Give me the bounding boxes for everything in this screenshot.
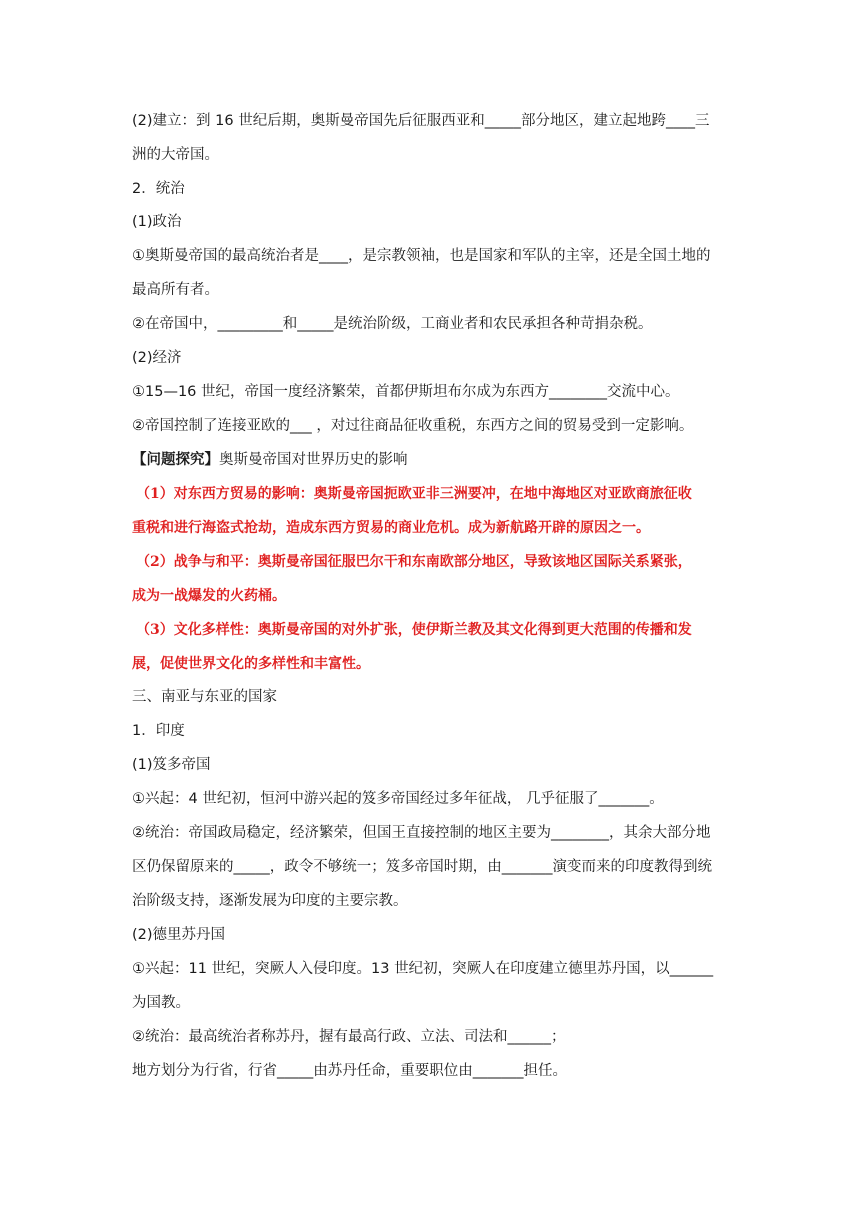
- section-heading: 2．统治: [132, 181, 185, 197]
- subsection-heading: (1)政治: [132, 214, 182, 230]
- text-line: ①兴起：11 世纪，突厥人入侵印度。13 世纪初，突厥人在印度建立德里苏丹国，以______: [132, 961, 714, 977]
- text-line: 区仍保留原来的_____，政令不够统一；笈多帝国时期，由_______演变而来的印度教得到统: [132, 859, 712, 875]
- text-line: ②在帝国中，_________和_____是统治阶级，工商业者和农民承担各种苛捐杂税。: [132, 316, 653, 332]
- inquiry-heading: [132, 450, 408, 470]
- text-line: ①兴起：4 世纪初，恒河中游兴起的笈多帝国经过多年征战， 几乎征服了_______。: [132, 791, 664, 807]
- text-line: 洲的大帝国。: [132, 147, 219, 163]
- section-heading: 1．印度: [132, 723, 185, 739]
- text-line: (2)建立：到 16 世纪后期，奥斯曼帝国先后征服西亚和_____部分地区，建立起地跨____三: [132, 113, 710, 129]
- text-line: ①奥斯曼帝国的最高统治者是____，是宗教领袖，也是国家和军队的主宰，还是全国土地的: [132, 248, 711, 264]
- subsection-heading: (2)经济: [132, 350, 182, 366]
- text-line: ②统治：帝国政局稳定，经济繁荣，但国王直接控制的地区主要为________，其余大部分地: [132, 825, 711, 841]
- inquiry-label: 【问题探究】: [132, 452, 219, 468]
- subsection-heading: (1)笈多帝国: [132, 757, 211, 773]
- answer-line: （1）对东西方贸易的影响：奥斯曼帝国扼欧亚非三洲要冲，在地中海地区对亚欧商旅征收: [136, 486, 692, 502]
- answer-line: 成为一战爆发的火药桶。: [132, 588, 286, 604]
- section-heading: 三、南亚与东亚的国家: [132, 689, 277, 705]
- subsection-heading: (2)德里苏丹国: [132, 927, 226, 943]
- answer-line: （2）战争与和平：奥斯曼帝国征服巴尔干和东南欧部分地区，导致该地区国际关系紧张，: [136, 554, 692, 570]
- answer-line: 展，促使世界文化的多样性和丰富性。: [132, 656, 370, 672]
- text-line: 治阶级支持，逐渐发展为印度的主要宗教。: [132, 893, 408, 909]
- answer-line: 重税和进行海盗式抢劫，造成东西方贸易的商业危机。成为新航路开辟的原因之一。: [132, 520, 650, 536]
- text-line: 最高所有者。: [132, 282, 219, 298]
- inquiry-title: 奥斯曼帝国对世界历史的影响: [219, 452, 408, 468]
- text-line: ②帝国控制了连接亚欧的___ ，对过往商品征收重税，东西方之间的贸易受到一定影响。: [132, 418, 694, 434]
- text-line: ①15—16 世纪，帝国一度经济繁荣，首都伊斯坦布尔成为东西方________交流中心。: [132, 384, 680, 400]
- text-line: 地方划分为行省，行省_____由苏丹任命，重要职位由_______担任。: [132, 1063, 567, 1079]
- text-line: ②统治：最高统治者称苏丹，握有最高行政、立法、司法和______；: [132, 1029, 566, 1045]
- answer-line: （3）文化多样性：奥斯曼帝国的对外扩张，使伊斯兰教及其文化得到更大范围的传播和发: [136, 622, 692, 638]
- text-line: 为国教。: [132, 995, 190, 1011]
